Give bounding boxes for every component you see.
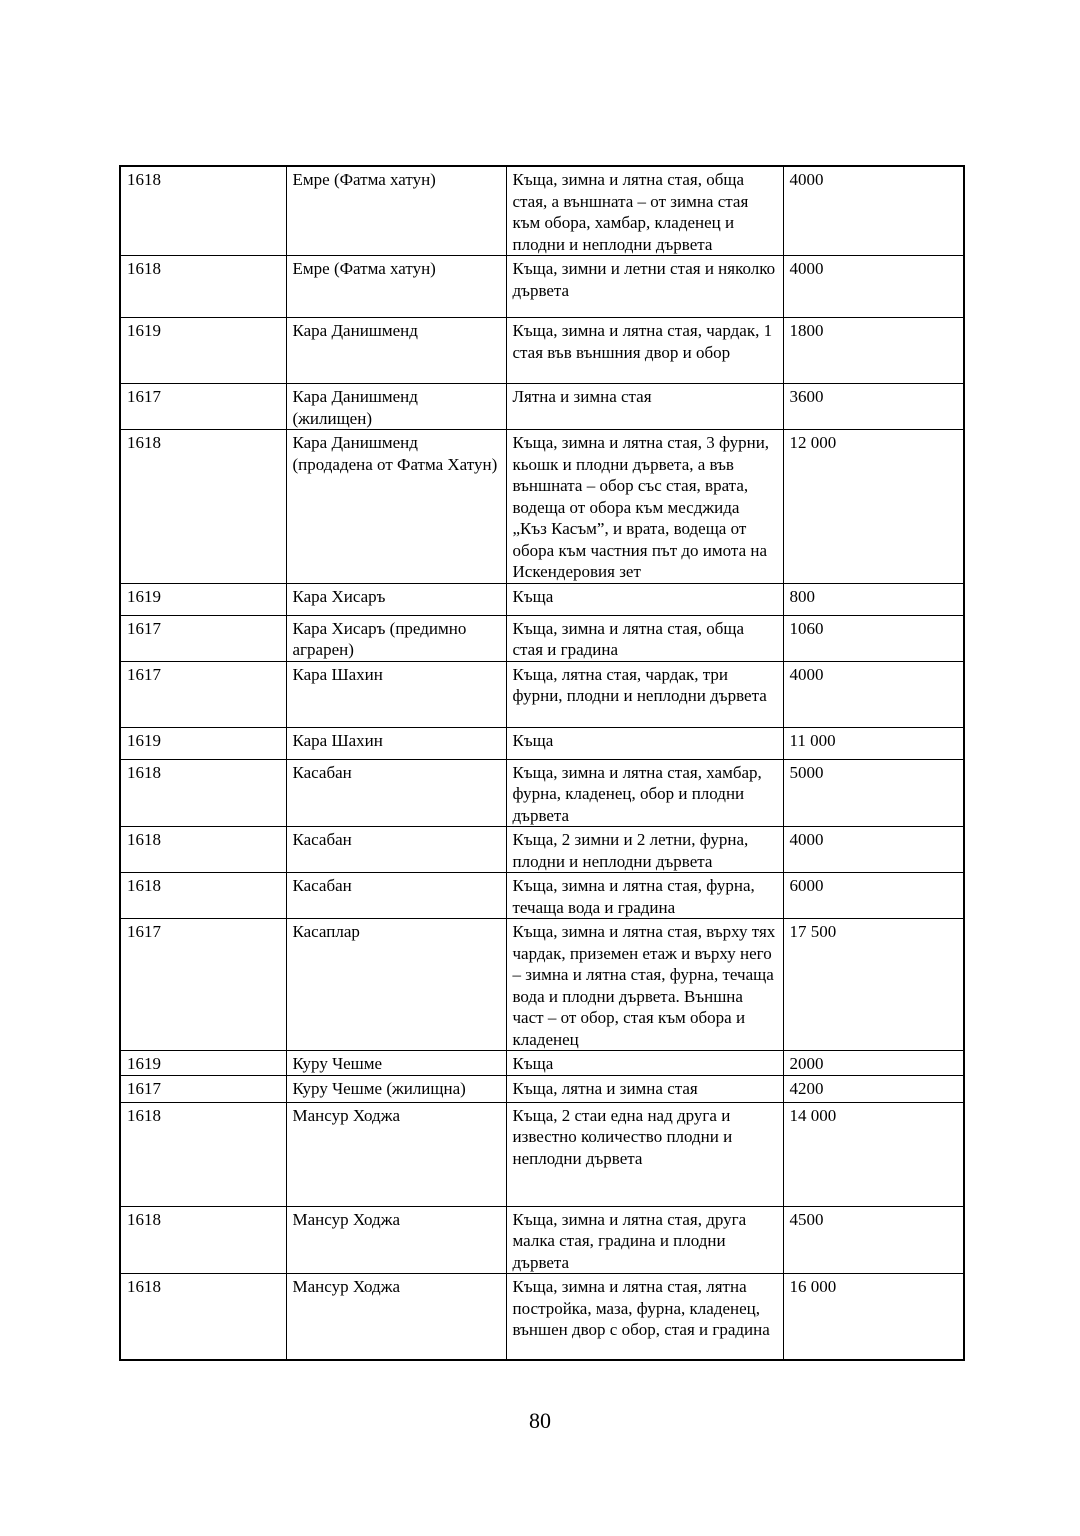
year-cell: 1617 [120,661,286,727]
property-table-container [119,165,963,1361]
year-cell: 1617 [120,1075,286,1102]
table-row [120,1274,964,1360]
price-cell: 4000 [783,166,964,256]
table-row [120,919,964,1051]
price-cell: 1800 [783,318,964,384]
year-cell: 1619 [120,1051,286,1076]
description-cell: Къща [506,1051,783,1076]
village-cell: Емре (Фатма хатун) [286,166,506,256]
table-row [120,661,964,727]
village-cell: Кара Шахин [286,727,506,759]
description-cell: Къща, зимна и лятна стая, лятна постройка, маза, фурна, кладенец, външен двор с обор, стая и градина [506,1274,783,1360]
year-cell: 1618 [120,166,286,256]
description-cell: Къща, зимна и лятна стая, 3 фурни, кьошк и плодни дървета, а във външната – обор със стая, врата, водеща от обора към месджида „Къз Касъм”, и врата, водеща от обора към частния път до имота на Искендеровия зет [506,430,783,584]
property-table [119,165,965,1361]
price-cell: 17 500 [783,919,964,1051]
price-cell: 1060 [783,615,964,661]
village-cell: Мансур Ходжа [286,1274,506,1360]
table-row [120,583,964,615]
description-cell: Къща, зимна и лятна стая, обща стая и градина [506,615,783,661]
table-row [120,1102,964,1206]
year-cell: 1617 [120,919,286,1051]
price-cell: 5000 [783,759,964,827]
year-cell: 1619 [120,583,286,615]
year-cell: 1619 [120,318,286,384]
village-cell: Кара Шахин [286,661,506,727]
property-table-body [120,166,964,1360]
table-row [120,759,964,827]
table-row [120,256,964,318]
table-row [120,727,964,759]
price-cell: 4000 [783,661,964,727]
table-row [120,827,964,873]
village-cell: Кара Хисаръ (предимно аграрен) [286,615,506,661]
year-cell: 1618 [120,430,286,584]
description-cell: Къща [506,727,783,759]
table-row [120,1206,964,1274]
village-cell: Емре (Фатма хатун) [286,256,506,318]
village-cell: Куру Чешме [286,1051,506,1076]
year-cell: 1618 [120,1274,286,1360]
description-cell: Къща, 2 стаи една над друга и известно количество плодни и неплодни дървета [506,1102,783,1206]
table-row [120,1075,964,1102]
description-cell: Къща, зимни и летни стая и няколко дървета [506,256,783,318]
table-row [120,615,964,661]
year-cell: 1619 [120,727,286,759]
description-cell: Къща, зимна и лятна стая, върху тях чардак, приземен етаж и върху него – зимна и лятна стая, фурна, течаща вода и плодни дървета. Външна част – от обор, стая към обора и кладенец [506,919,783,1051]
price-cell: 2000 [783,1051,964,1076]
price-cell: 800 [783,583,964,615]
description-cell: Къща, лятна и зимна стая [506,1075,783,1102]
price-cell: 12 000 [783,430,964,584]
description-cell: Къща, зимна и лятна стая, хамбар, фурна, кладенец, обор и плодни дървета [506,759,783,827]
price-cell: 4000 [783,256,964,318]
description-cell: Къща [506,583,783,615]
year-cell: 1618 [120,256,286,318]
price-cell: 3600 [783,384,964,430]
table-row [120,430,964,584]
description-cell: Къща, 2 зимни и 2 летни, фурна, плодни и неплодни дървета [506,827,783,873]
village-cell: Кара Данишменд [286,318,506,384]
description-cell: Къща, зимна и лятна стая, обща стая, а външната – от зимна стая към обора, хамбар, кладенец и плодни и неплодни дървета [506,166,783,256]
year-cell: 1618 [120,1206,286,1274]
table-row [120,873,964,919]
village-cell: Касаплар [286,919,506,1051]
village-cell: Кара Данишменд (продадена от Фатма Хатун) [286,430,506,584]
year-cell: 1618 [120,827,286,873]
page-number: 80 [529,1408,551,1433]
village-cell: Мансур Ходжа [286,1102,506,1206]
description-cell: Къща, зимна и лятна стая, чардак, 1 стая във външния двор и обор [506,318,783,384]
year-cell: 1618 [120,873,286,919]
price-cell: 16 000 [783,1274,964,1360]
year-cell: 1617 [120,384,286,430]
year-cell: 1618 [120,1102,286,1206]
description-cell: Къща, зимна и лятна стая, друга малка стая, градина и плодни дървета [506,1206,783,1274]
table-row [120,166,964,256]
price-cell: 11 000 [783,727,964,759]
description-cell: Къща, зимна и лятна стая, фурна, течаща вода и градина [506,873,783,919]
description-cell: Лятна и зимна стая [506,384,783,430]
village-cell: Касабан [286,759,506,827]
table-row [120,318,964,384]
year-cell: 1618 [120,759,286,827]
price-cell: 4000 [783,827,964,873]
table-row [120,384,964,430]
price-cell: 4500 [783,1206,964,1274]
village-cell: Куру Чешме (жилищна) [286,1075,506,1102]
village-cell: Мансур Ходжа [286,1206,506,1274]
price-cell: 4200 [783,1075,964,1102]
village-cell: Кара Хисаръ [286,583,506,615]
price-cell: 14 000 [783,1102,964,1206]
price-cell: 6000 [783,873,964,919]
village-cell: Кара Данишменд (жилищен) [286,384,506,430]
year-cell: 1617 [120,615,286,661]
table-row [120,1051,964,1076]
village-cell: Касабан [286,873,506,919]
description-cell: Къща, лятна стая, чардак, три фурни, плодни и неплодни дървета [506,661,783,727]
village-cell: Касабан [286,827,506,873]
